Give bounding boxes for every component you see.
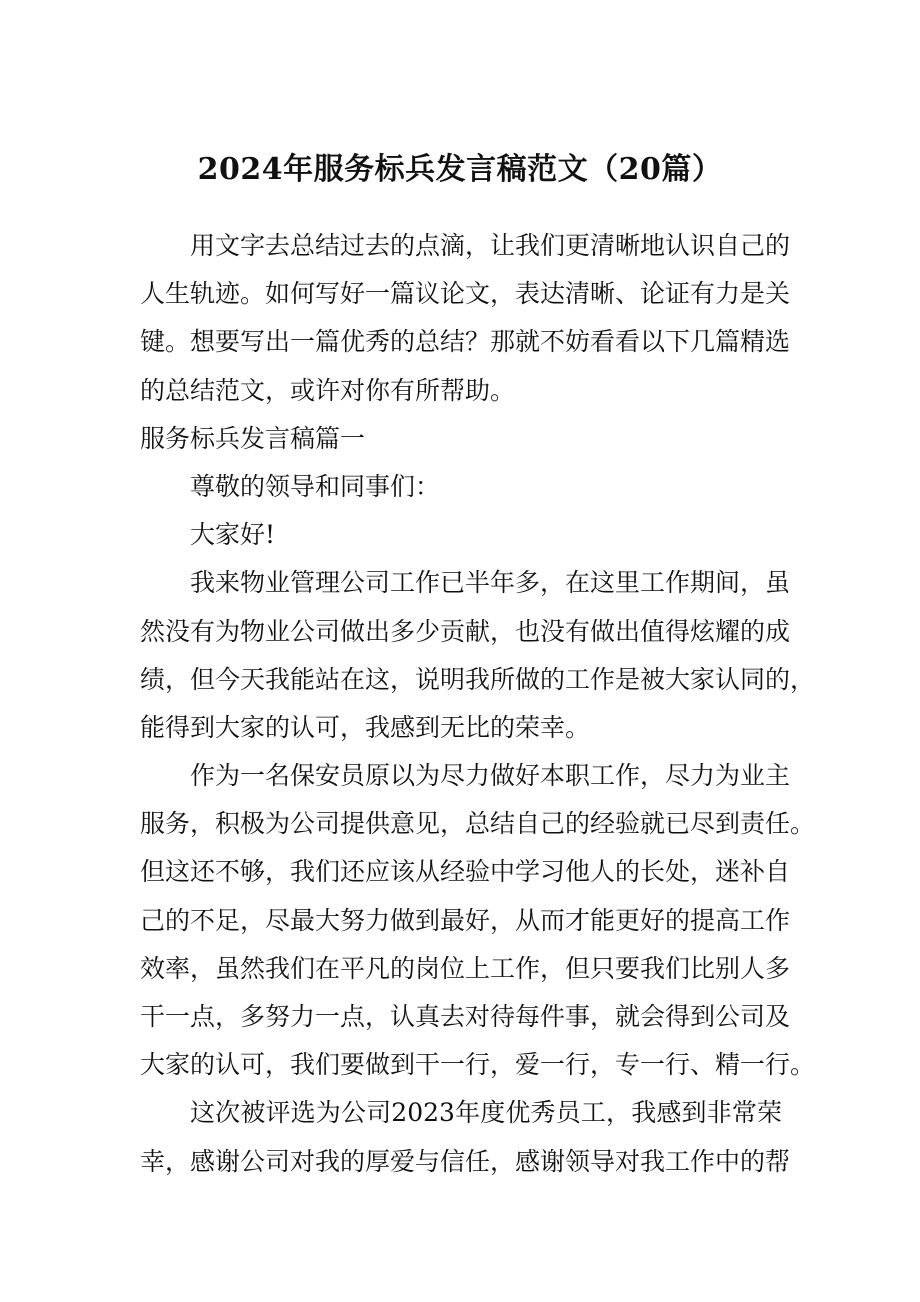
paragraph-3 <box>140 1089 791 1185</box>
intro-line-4: 的总结范文，或许对你有所帮助。 <box>140 375 516 405</box>
p3-line-2: 幸，感谢公司对我的厚爱与信任，感谢领导对我工作中的帮 <box>140 1146 791 1176</box>
p1-line-4: 能得到大家的认可，我感到无比的荣幸。 <box>140 712 591 742</box>
greeting: 大家好! <box>190 520 276 550</box>
p2-line-5: 效率，虽然我们在平凡的岗位上工作，但只要我们比别人多 <box>140 953 791 983</box>
paragraph-1 <box>140 559 816 752</box>
document-title: 2024年服务标兵发言稿范文（20篇） <box>197 152 723 187</box>
document-body <box>140 222 816 1186</box>
intro-line-2: 人生轨迹。如何写好一篇议论文，表达清晰、论证有力是关 <box>140 279 791 309</box>
p2-line-6: 干一点，多努力一点，认真去对待每件事，就会得到公司及 <box>140 1002 791 1031</box>
p2-line-2: 服务，积极为公司提供意见，总结自己的经验就已尽到责任。 <box>140 809 816 839</box>
p2-line-4: 己的不足，尽最大努力做到最好，从而才能更好的提高工作 <box>140 905 791 935</box>
intro-line-3: 键。想要写出一篇优秀的总结？那就不妨看看以下几篇精选 <box>140 327 791 357</box>
section-heading: 服务标兵发言稿篇一 <box>140 423 366 453</box>
p2-line-7: 大家的认可，我们要做到干一行，爱一行，专一行、精一行。 <box>140 1050 816 1080</box>
salutation: 尊敬的领导和同事们： <box>190 471 441 501</box>
p1-line-3: 绩，但今天我能站在这，说明我所做的工作是被大家认同的， <box>140 664 816 694</box>
intro-paragraph <box>140 222 791 415</box>
p1-line-1: 我来物业管理公司工作已半年多，在这里工作期间，虽 <box>190 568 791 598</box>
p2-line-1: 作为一名保安员原以为尽力做好本职工作，尽力为业主 <box>190 761 791 791</box>
p3-line-1: 这次被评选为公司2023年度优秀员工，我感到非常荣 <box>190 1098 782 1128</box>
p1-line-2: 然没有为物业公司做出多少贡献，也没有做出值得炫耀的成 <box>140 616 791 646</box>
paragraph-2 <box>140 752 816 1089</box>
p2-line-3: 但这还不够，我们还应该从经验中学习他人的长处，迷补自 <box>140 857 791 887</box>
intro-line-1: 用文字去总结过去的点滴，让我们更清晰地认识自己的 <box>190 231 791 260</box>
